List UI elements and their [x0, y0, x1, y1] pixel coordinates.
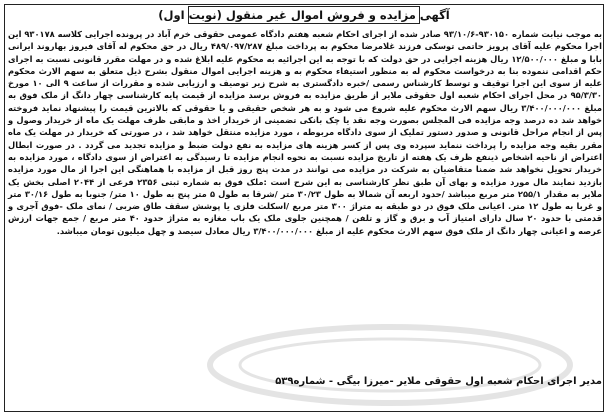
- signature-line: مدیر اجرای احکام شعبه اول حقوقی ملایر -میرزا بیگی - شماره۵۳۹: [275, 376, 602, 387]
- notice-title: آگهی مزایده و فروش اموال غیر منقول (نوبت اول): [158, 8, 450, 22]
- notice-body: [8, 28, 602, 237]
- title-box: [158, 6, 450, 24]
- notice-body-text: به موجب نیابت شماره ۹۳۰۱۵۰-۹۳/۱۰/۶ صادر شده از اجرای احکام شعبه هفتم دادگاه عمومی حقوقی خرم آباد در پرونده اجرایی کلاسه ۹۳۰۱۷۸ این اجرا محکوم علیه آقای پرویز حاتمی توسکی فرزند غلامرضا محکوم به پرداخت مبلغ ۴۸۹/۰۹۷/۲۸۷ ریال در حق محکوم له آقای فیروز بهاروند ایرانی بابا و مبلغ ۱۲/۵۰۰/۰۰۰ ریال هزینه اجرایی در حق دولت که با توجه به این اجرائیه به محکوم علیه ابلاغ شده و در مهلت مقرر قانونی نسبت به اجرای حکم اقدامی ننموده بنا به درخواست محکوم له به منظور استیفاء محکوم به و هزینه اجرایی اموال منقول بشرح ذیل متعلق به سهم الارث محکوم علیه از سوی این اجرا توقیف و توسط کارشناس رسمی /خبره دادگستری به شرح زیر توصیف و ارزیابی شده و مقررات از ساعت ۹ الی ۱۰ مورخ ۹۵/۳/۳۰ در محل اجرای احکام شعبه اول حقوقی ملایر از طریق مزایده به فروش برسد مزایده از قیمت پایه کارشناسی چهار دانگ از ملک فوق به مبلغ ۳/۴۰۰/۰۰۰/۰۰۰ ریال سهم الارث محکوم علیه شروع می شود و به هر شخص حقیقی و یا حقوقی که بالاترین قیمت را پیشنهاد نماید فروخته خواهد شد ده درصد وجه مزایده فی المجلس بصورت وجه نقد یا چک بانکی تضمینی از خریدار اخذ و مابقی ظرف مهلت یک ماه از خریدار وصول و پس از انجام مراحل قانونی و صدور دستور تملیک از سوی دادگاه مربوطه ، مورد مزایده منتقل خواهد شد ، در صورتی که خریدار در مهلت یک ماه مقرر بقیه وجه مزایده را پرداخت ننماید سپرده وی پس از کسر هزینه های مزایده به نفع دولت ضبط و مزایده تجدید می گردد . در صورت ابطال اعتراض از ناحیه اشخاص ذینفع ظرف یک هفته از تاریخ مزایده نسبت به نحوه انجام مزایده تا رسیدگی به اعتراض از سوی دادگاه ، مورد مزایده به خریدار تحویل نخواهد شد ضمنا متقاضیان به شرکت در مزایده می توانند در مدت پنج روز قبل از مزایده با هماهنگی این اجرا از مال مورد مزایده بازدید نمایند مال مورد مزایده و بهای آن طبق نظر کارشناسی به این شرح است :ملک فوق به شماره ثبتی ۲۳۵۶ فرعی از ۲۰۴۴ اصلی بخش یک ملایر به مقدار ۲۵۵/۱ متر مربع میباشد /حدود اربعه آن شمالا به طول ۳۰/۲۳ متر /شرقا به طول ۵ متر پنج به طول ۱۰ متر/ جنوبا به طول ۳۰/۱۶ متر و غربا به طول ۱۲ متر. اعیانی ملک فوق در دو طبقه به متراژ ۳۰۰ متر مربع /اسکلت فلزی یا پوشش سقف طاق ضربی / نمای ملک -فوق آجری و قدمتی با حدود ۲۰ سال دارای امتیاز آب و برق و گاز و تلفن / همچنین جلوی ملک یک باب مغازه به متراژ حدود ۴۰ متر مربع / جمع جهات ارزش عرصه و اعیانی چهار دانگ از ملک فوق سهم الارث محکوم علیه از مبلغ ۳/۴۰۰/۰۰۰/۰۰۰ ریال معادل سیصد و چهل میلیون تومان میباشد.: [8, 29, 603, 236]
